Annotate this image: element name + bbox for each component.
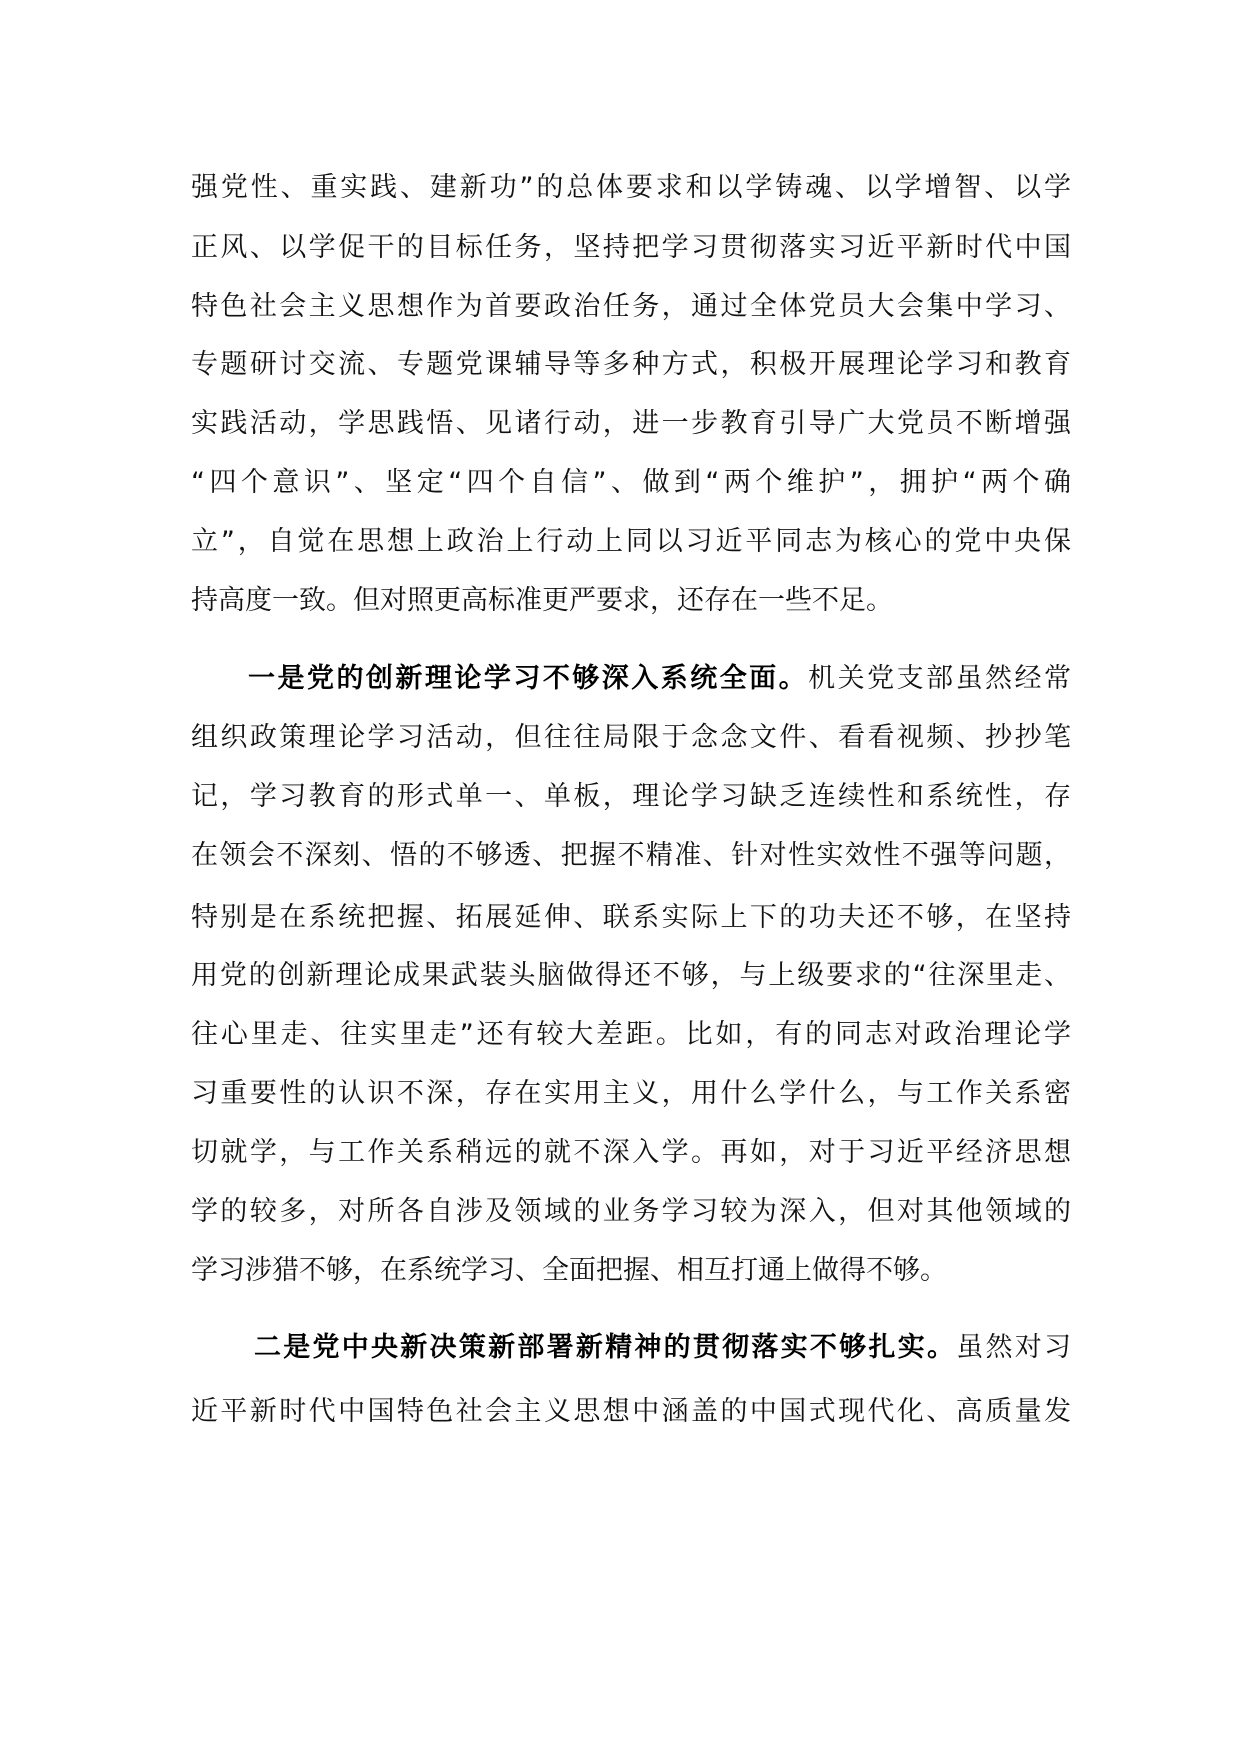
intro-line-1: 强党性、重实践、建新功”的总体要求和以学铸魂、以学增智、以学 <box>191 172 1071 203</box>
paragraph-one-line-11: 学习涉猎不够，在系统学习、全面把握、相互打通上做得不够。 <box>191 1255 947 1286</box>
intro-line-6: “四个意识”、坚定“四个自信”、做到“两个维护”，拥护“两个确 <box>191 467 1071 498</box>
paragraph-one-first-line <box>248 657 1071 701</box>
paragraph-one-first-line-rest: 机关党支部虽然经常 <box>808 663 1071 694</box>
paragraph-one-line-6: 用党的创新理论成果武装头脑做得还不够，与上级要求的“往深里走、 <box>191 960 1071 991</box>
paragraph-one-line-3: 记，学习教育的形式单一、单板，理论学习缺乏连续性和系统性，存 <box>191 781 1071 812</box>
paragraph-two-first-line-rest: 虽然对习 <box>956 1332 1071 1363</box>
paragraph-two-heading: 二是党中央新决策新部署新精神的贯彻落实不够扎实。 <box>254 1332 957 1363</box>
intro-line-7: 立”，自觉在思想上政治上行动上同以习近平同志为核心的党中央保 <box>191 526 1071 557</box>
intro-line-4: 专题研讨交流、专题党课辅导等多种方式，积极开展理论学习和教育 <box>191 349 1071 380</box>
paragraph-one-line-9: 切就学，与工作关系稍远的就不深入学。再如，对于习近平经济思想 <box>191 1137 1071 1168</box>
paragraph-one-line-5: 特别是在系统把握、拓展延伸、联系实际上下的功夫还不够，在坚持 <box>191 902 1071 933</box>
paragraph-two-first-line <box>254 1326 1071 1370</box>
paragraph-one-line-8: 习重要性的认识不深，存在实用主义，用什么学什么，与工作关系密 <box>191 1078 1071 1109</box>
paragraph-one-heading: 一是党的创新理论学习不够深入系统全面。 <box>248 663 809 694</box>
paragraph-one-line-4: 在领会不深刻、悟的不够透、把握不精准、针对性实效性不强等问题， <box>191 840 1071 871</box>
intro-line-3: 特色社会主义思想作为首要政治任务，通过全体党员大会集中学习、 <box>191 291 1071 322</box>
paragraph-one-line-2: 组织政策理论学习活动，但往往局限于念念文件、看看视频、抄抄笔 <box>191 722 1071 753</box>
paragraph-one-line-7: 往心里走、往实里走”还有较大差距。比如，有的同志对政治理论学 <box>191 1019 1071 1050</box>
paragraph-one-line-10: 学的较多，对所各自涉及领域的业务学习较为深入，但对其他领域的 <box>191 1196 1071 1227</box>
intro-line-8: 持高度一致。但对照更高标准更严要求，还存在一些不足。 <box>191 585 893 616</box>
intro-line-5: 实践活动，学思践悟、见诸行动，进一步教育引导广大党员不断增强 <box>191 408 1071 439</box>
intro-line-2: 正风、以学促干的目标任务，坚持把学习贯彻落实习近平新时代中国 <box>191 232 1071 263</box>
paragraph-two-line-2: 近平新时代中国特色社会主义思想中涵盖的中国式现代化、高质量发 <box>191 1396 1071 1427</box>
